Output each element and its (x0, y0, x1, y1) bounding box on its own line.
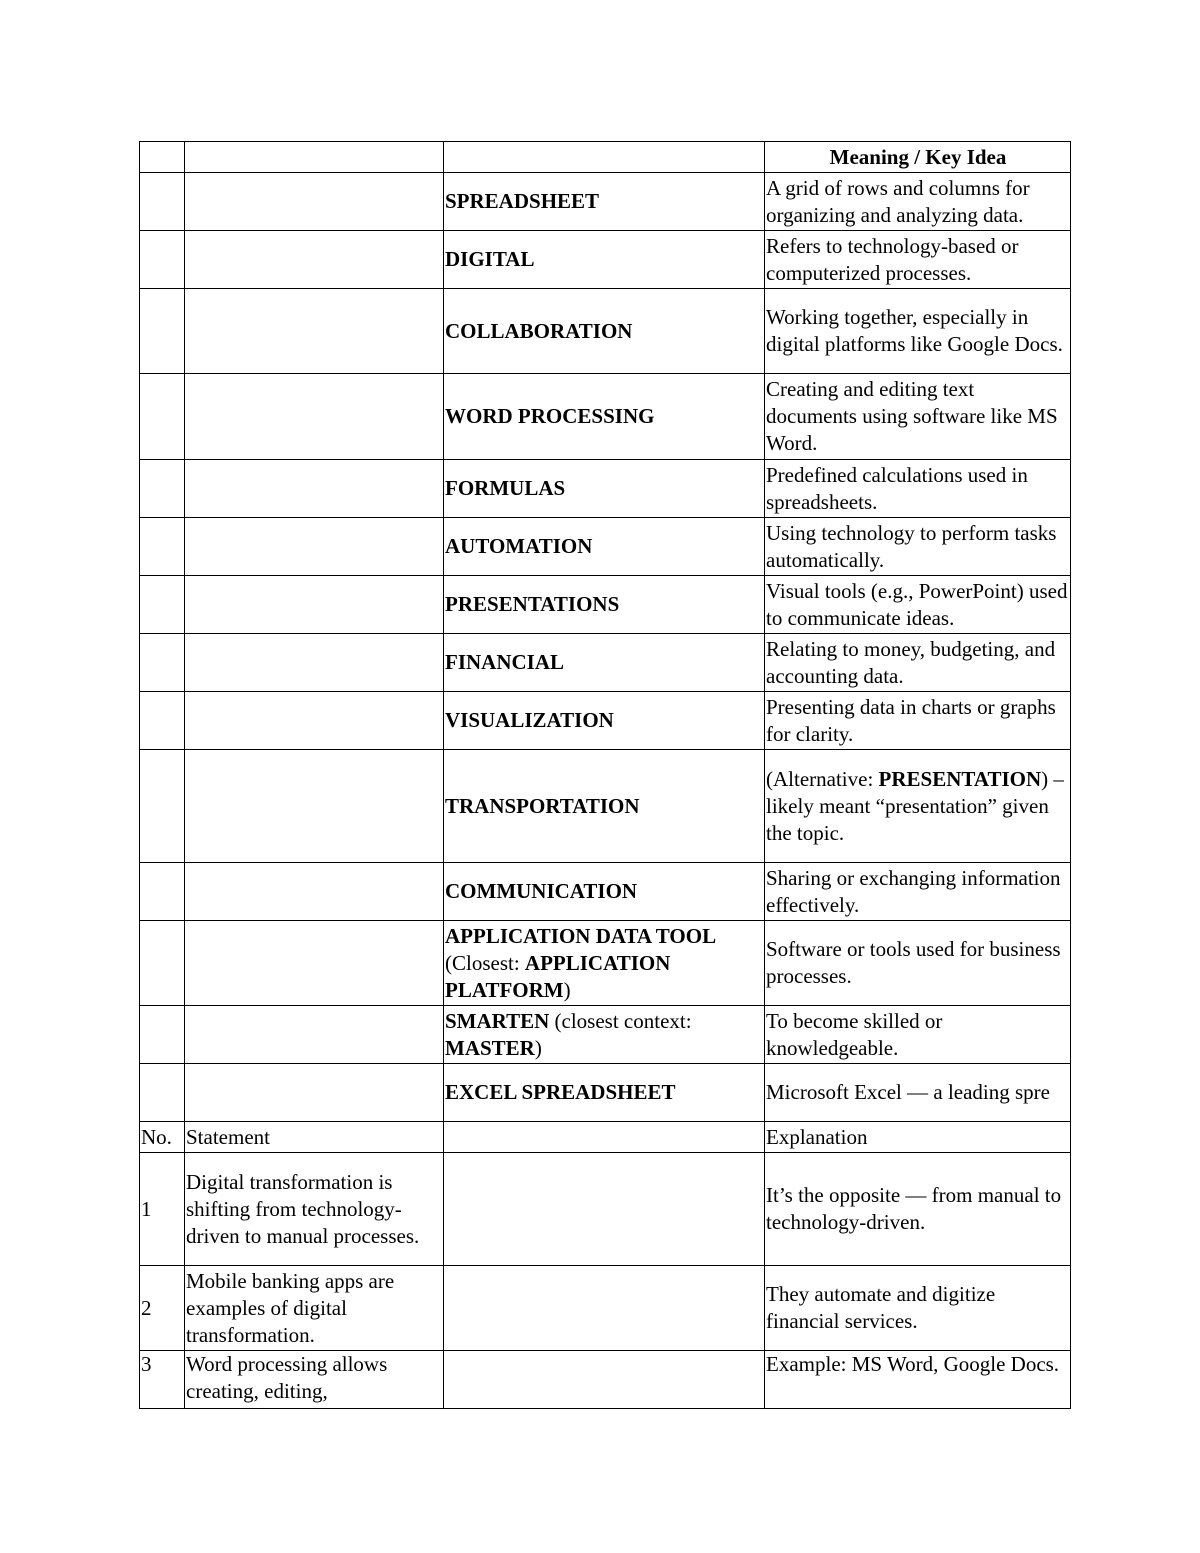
term-cell: SPREADSHEET (444, 173, 765, 231)
statement-row (140, 1351, 1071, 1409)
term-cell: DIGITAL (444, 231, 765, 289)
meaning-cell: A grid of rows and columns for organizing and analyzing data. (765, 173, 1071, 231)
empty-cell (444, 1266, 765, 1351)
empty-cell (185, 460, 444, 518)
statement-number: 1 (140, 1153, 185, 1266)
meaning-cell: Software or tools used for business processes. (765, 921, 1071, 1006)
term-cell: FINANCIAL (444, 634, 765, 692)
vocab-row (140, 289, 1071, 374)
vocab-row (140, 1006, 1071, 1064)
meaning-cell: Creating and editing text documents using software like MS Word. (765, 374, 1071, 460)
statement-text: Mobile banking apps are examples of digital transformation. (185, 1266, 444, 1351)
meaning-header: Meaning / Key Idea (765, 142, 1071, 173)
statement-header-row (140, 1122, 1071, 1153)
empty-cell (140, 634, 185, 692)
no-header: No. (140, 1122, 185, 1153)
empty-cell (444, 1153, 765, 1266)
explanation-header: Explanation (765, 1122, 1071, 1153)
statement-number: 3 (140, 1351, 185, 1409)
empty-cell (140, 692, 185, 750)
meaning-cell: To become skilled or knowledgeable. (765, 1006, 1071, 1064)
empty-cell (185, 576, 444, 634)
meaning-cell: Refers to technology-based or computerized processes. (765, 231, 1071, 289)
term-cell: APPLICATION DATA TOOL (Closest: APPLICATION PLATFORM) (444, 921, 765, 1006)
meaning-cell: Sharing or exchanging information effectively. (765, 863, 1071, 921)
empty-cell (140, 1006, 185, 1064)
term-cell: EXCEL SPREADSHEET (444, 1064, 765, 1122)
vocab-row (140, 692, 1071, 750)
empty-cell (185, 518, 444, 576)
vocab-row (140, 231, 1071, 289)
empty-cell (140, 460, 185, 518)
statement-row (140, 1266, 1071, 1351)
empty-cell (185, 142, 444, 173)
vocab-row (140, 460, 1071, 518)
statement-text: Word processing allows creating, editing, (185, 1351, 444, 1409)
empty-cell (185, 692, 444, 750)
empty-cell (185, 750, 444, 863)
meaning-cell: Relating to money, budgeting, and accounting data. (765, 634, 1071, 692)
term-cell: COMMUNICATION (444, 863, 765, 921)
term-cell: PRESENTATIONS (444, 576, 765, 634)
meaning-cell: Presenting data in charts or graphs for clarity. (765, 692, 1071, 750)
vocab-row (140, 634, 1071, 692)
empty-cell (185, 863, 444, 921)
term-cell: TRANSPORTATION (444, 750, 765, 863)
empty-cell (140, 518, 185, 576)
vocab-row (140, 576, 1071, 634)
empty-cell (140, 374, 185, 460)
vocab-row (140, 173, 1071, 231)
term-cell: AUTOMATION (444, 518, 765, 576)
vocab-row (140, 863, 1071, 921)
empty-cell (185, 289, 444, 374)
explanation-text: It’s the opposite — from manual to technology-driven. (765, 1153, 1071, 1266)
explanation-text: Example: MS Word, Google Docs. (765, 1351, 1071, 1409)
empty-cell (185, 231, 444, 289)
statement-text: Digital transformation is shifting from technology-driven to manual processes. (185, 1153, 444, 1266)
vocab-row (140, 518, 1071, 576)
empty-cell (444, 142, 765, 173)
meaning-cell: Visual tools (e.g., PowerPoint) used to communicate ideas. (765, 576, 1071, 634)
meaning-cell: Predefined calculations used in spreadsheets. (765, 460, 1071, 518)
term-cell: VISUALIZATION (444, 692, 765, 750)
document-table (139, 141, 1071, 1409)
vocab-header-row (140, 142, 1071, 173)
meaning-cell: Using technology to perform tasks automatically. (765, 518, 1071, 576)
meaning-cell: Microsoft Excel — a leading spre (765, 1064, 1071, 1122)
empty-cell (140, 863, 185, 921)
empty-cell (185, 1006, 444, 1064)
statement-number: 2 (140, 1266, 185, 1351)
term-cell: FORMULAS (444, 460, 765, 518)
empty-cell (185, 374, 444, 460)
term-cell: SMARTEN (closest context: MASTER) (444, 1006, 765, 1064)
empty-cell (185, 921, 444, 1006)
empty-cell (185, 1064, 444, 1122)
empty-cell (140, 750, 185, 863)
empty-cell (140, 921, 185, 1006)
vocab-row (140, 374, 1071, 460)
empty-cell (444, 1351, 765, 1409)
empty-cell (140, 142, 185, 173)
empty-cell (140, 289, 185, 374)
empty-cell (444, 1122, 765, 1153)
empty-cell (185, 634, 444, 692)
empty-cell (140, 231, 185, 289)
meaning-cell: Working together, especially in digital platforms like Google Docs. (765, 289, 1071, 374)
empty-cell (185, 173, 444, 231)
explanation-text: They automate and digitize financial services. (765, 1266, 1071, 1351)
vocab-row (140, 750, 1071, 863)
empty-cell (140, 173, 185, 231)
vocab-row (140, 1064, 1071, 1122)
empty-cell (140, 1064, 185, 1122)
meaning-cell: (Alternative: PRESENTATION) – likely meant “presentation” given the topic. (765, 750, 1071, 863)
term-cell: WORD PROCESSING (444, 374, 765, 460)
empty-cell (140, 576, 185, 634)
term-cell: COLLABORATION (444, 289, 765, 374)
vocab-row (140, 921, 1071, 1006)
statement-header: Statement (185, 1122, 444, 1153)
statement-row (140, 1153, 1071, 1266)
